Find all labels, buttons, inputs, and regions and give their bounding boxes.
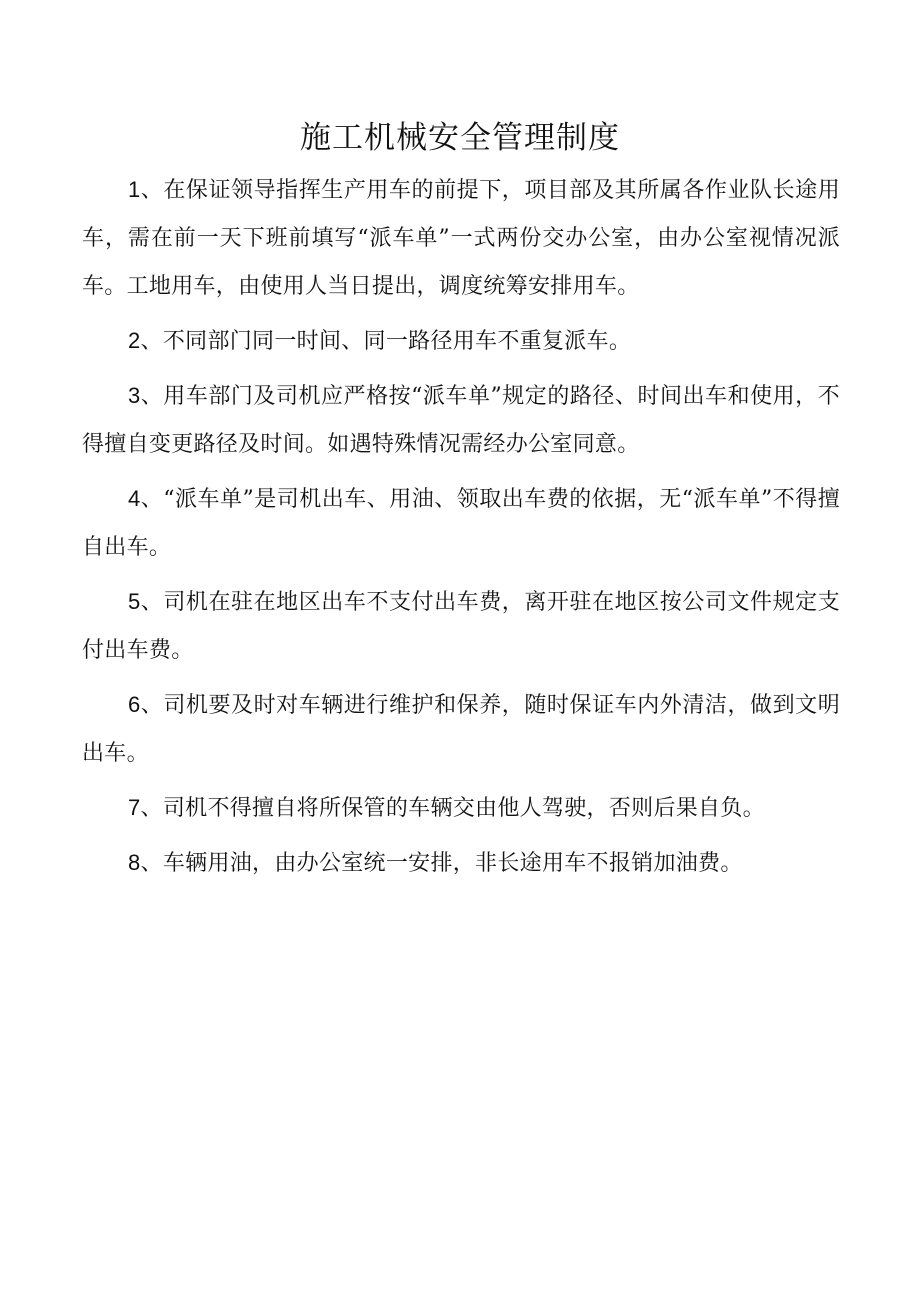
rule-text: 、用车部门及司机应严格按“派车单”规定的路径、时间出车和使用，不得擅自变更路径及时间。如遇特殊情况需经办公室同意。 <box>82 384 840 457</box>
rule-text: 、司机要及时对车辆进行维护和保养，随时保证车内外清洁，做到文明出车。 <box>82 693 840 766</box>
rule-5 <box>82 578 840 675</box>
rule-number: 2 <box>128 328 141 353</box>
rule-4 <box>82 475 840 572</box>
rule-number: 4 <box>128 486 141 511</box>
rule-3 <box>82 372 840 469</box>
rule-text: 、不同部门同一时间、同一路径用车不重复派车。 <box>140 329 632 354</box>
rule-text: 、司机不得擅自将所保管的车辆交由他人驾驶，否则后果自负。 <box>140 796 765 821</box>
rule-6 <box>82 681 840 778</box>
rule-number: 1 <box>128 177 141 202</box>
rule-text: 、“派车单”是司机出车、用油、领取出车费的依据，无“派车单”不得擅自出车。 <box>82 487 840 560</box>
rule-1 <box>82 166 840 311</box>
document-body <box>82 166 840 894</box>
rule-2 <box>82 317 840 366</box>
rule-text: 、司机在驻在地区出车不支付出车费，离开驻在地区按公司文件规定支付出车费。 <box>82 590 840 663</box>
rule-7 <box>82 784 840 833</box>
rule-number: 3 <box>128 383 141 408</box>
rule-number: 6 <box>128 692 141 717</box>
rule-number: 5 <box>128 589 141 614</box>
rule-text: 、在保证领导指挥生产用车的前提下，项目部及其所属各作业队长途用车，需在前一天下班前填写“派车单”一式两份交办公室，由办公室视情况派车。工地用车，由使用人当日提出，调度统筹安排用车。 <box>82 178 840 299</box>
rule-8 <box>82 839 840 888</box>
rule-number: 8 <box>128 850 141 875</box>
document-title: 施工机械安全管理制度 <box>300 120 620 156</box>
rule-number: 7 <box>128 795 141 820</box>
rule-text: 、车辆用油，由办公室统一安排，非长途用车不报销加油费。 <box>140 851 743 876</box>
